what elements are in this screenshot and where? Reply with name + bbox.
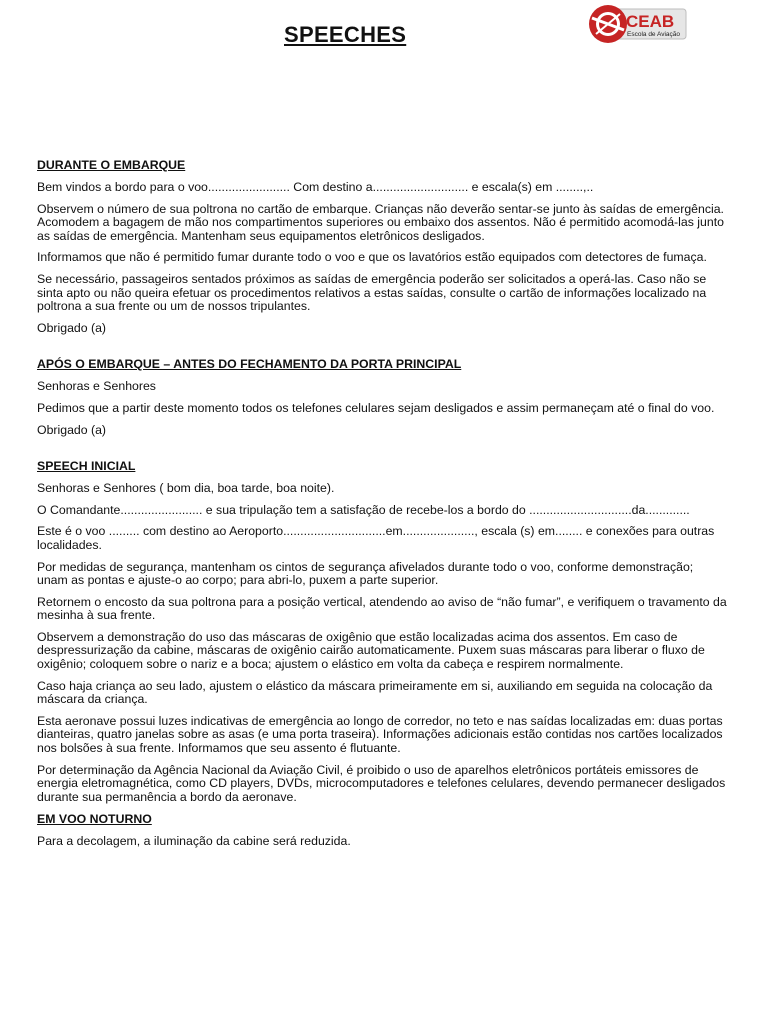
speech-content bbox=[37, 158, 727, 857]
paragraph: O Comandante........................ e sua tripulação tem a satisfação de recebe-los a bordo do ..............................da............. bbox=[37, 502, 690, 517]
paragraph: Informamos que não é permitido fumar durante todo o voo e que os lavatórios estão equipados com detectores de fumaça. bbox=[37, 250, 707, 265]
paragraph: Esta aeronave possui luzes indicativas de emergência ao longo de corredor, no teto e nas saídas localizadas em: duas portas dianteiras, quatro janelas sobre as asas (e uma porta traseira). Informações adicionais estão contidas nos cartões localizados nos bolsões à sua frente. Informamos que seu assento é flutuante. bbox=[37, 713, 723, 756]
paragraph: Bem vindos a bordo para o voo........................ Com destino a............................ e escala(s) em ........,.. bbox=[37, 180, 594, 194]
page-title: SPEECHES bbox=[284, 22, 407, 47]
section-heading-em-voo-noturno: EM VOO NOTURNO bbox=[37, 812, 152, 827]
logo-brand-text: CEAB bbox=[626, 12, 675, 31]
paragraph: Observem o número de sua poltrona no cartão de embarque. Crianças não deverão sentar-se junto às saídas de emergência. Acomodem a bagagem de mão nos compartimentos superiores ou embaixo dos assentos. Não é permitido acomodá-las junto as saídas de emergência. Mantenham seus equipamentos eletrônicos desligados. bbox=[37, 201, 724, 243]
paragraph: Obrigado (a) bbox=[37, 422, 107, 437]
paragraph: Pedimos que a partir deste momento todos os telefones celulares sejam desligados e assim permaneçam até o final do voo. bbox=[37, 400, 715, 415]
paragraph: Por medidas de segurança, mantenham os cintos de segurança afivelados durante todo o voo, conforme demonstração; unam as pontas e ajuste-o ao corpo; para abri-lo, puxem a parte superior. bbox=[37, 559, 694, 588]
paragraph: Obrigado (a) bbox=[37, 320, 107, 335]
paragraph: Senhoras e Senhores bbox=[37, 379, 156, 394]
paragraph: Para a decolagem, a iluminação da cabine será reduzida. bbox=[37, 834, 351, 849]
paragraph: Este é o voo ......... com destino ao Aeroporto..............................em....................., escala (s) em........ e conexões para outras localidades. bbox=[37, 524, 715, 552]
paragraph: Se necessário, passageiros sentados próximos as saídas de emergência poderão ser solicitados a operá-las. Caso não se sinta apto ou não queira efetuar os procedimentos relativos a estas saídas, consulte o cartão de informações localizado na poltrona a sua frente ou um de nossos tripulantes. bbox=[37, 271, 707, 314]
ceab-logo bbox=[588, 2, 688, 46]
section-heading-apos-embarque: APÓS O EMBARQUE – ANTES DO FECHAMENTO DA PORTA PRINCIPAL bbox=[37, 357, 462, 372]
paragraph: Senhoras e Senhores ( bom dia, boa tarde, boa noite). bbox=[37, 481, 335, 496]
paragraph: Observem a demonstração do uso das máscaras de oxigênio que estão localizadas acima dos assentos. Em caso de despressurização da cabine, máscaras de oxigênio cairão automaticamente. Puxem suas máscaras para liberar o fluxo de oxigênio; coloquem sobre o nariz e a boca; ajustem o elástico em volta da cabeça e respirem normalmente. bbox=[37, 629, 705, 672]
logo-tagline-text: Escola de Aviação bbox=[627, 31, 680, 38]
section-heading-speech-inicial: SPEECH INICIAL bbox=[37, 459, 136, 474]
paragraph: Retornem o encosto da sua poltrona para a posição vertical, atendendo ao aviso de “não fumar”, e verifiquem o travamento da mesinha à sua frente. bbox=[37, 594, 727, 623]
paragraph: Por determinação da Agência Nacional da Aviação Civil, é proibido o uso de aparelhos eletrônicos portáteis emissores de energia eletromagnética, como CD players, DVDs, microcomputadores e telefones celulares, devendo permanecer desligados durante sua permanência a bordo da aeronave. bbox=[37, 762, 726, 804]
paragraph: Caso haja criança ao seu lado, ajustem o elástico da máscara primeiramente em si, auxiliando em seguida na colocação da máscara da criança. bbox=[37, 678, 713, 707]
section-heading-durante-embarque: DURANTE O EMBARQUE bbox=[37, 158, 186, 172]
